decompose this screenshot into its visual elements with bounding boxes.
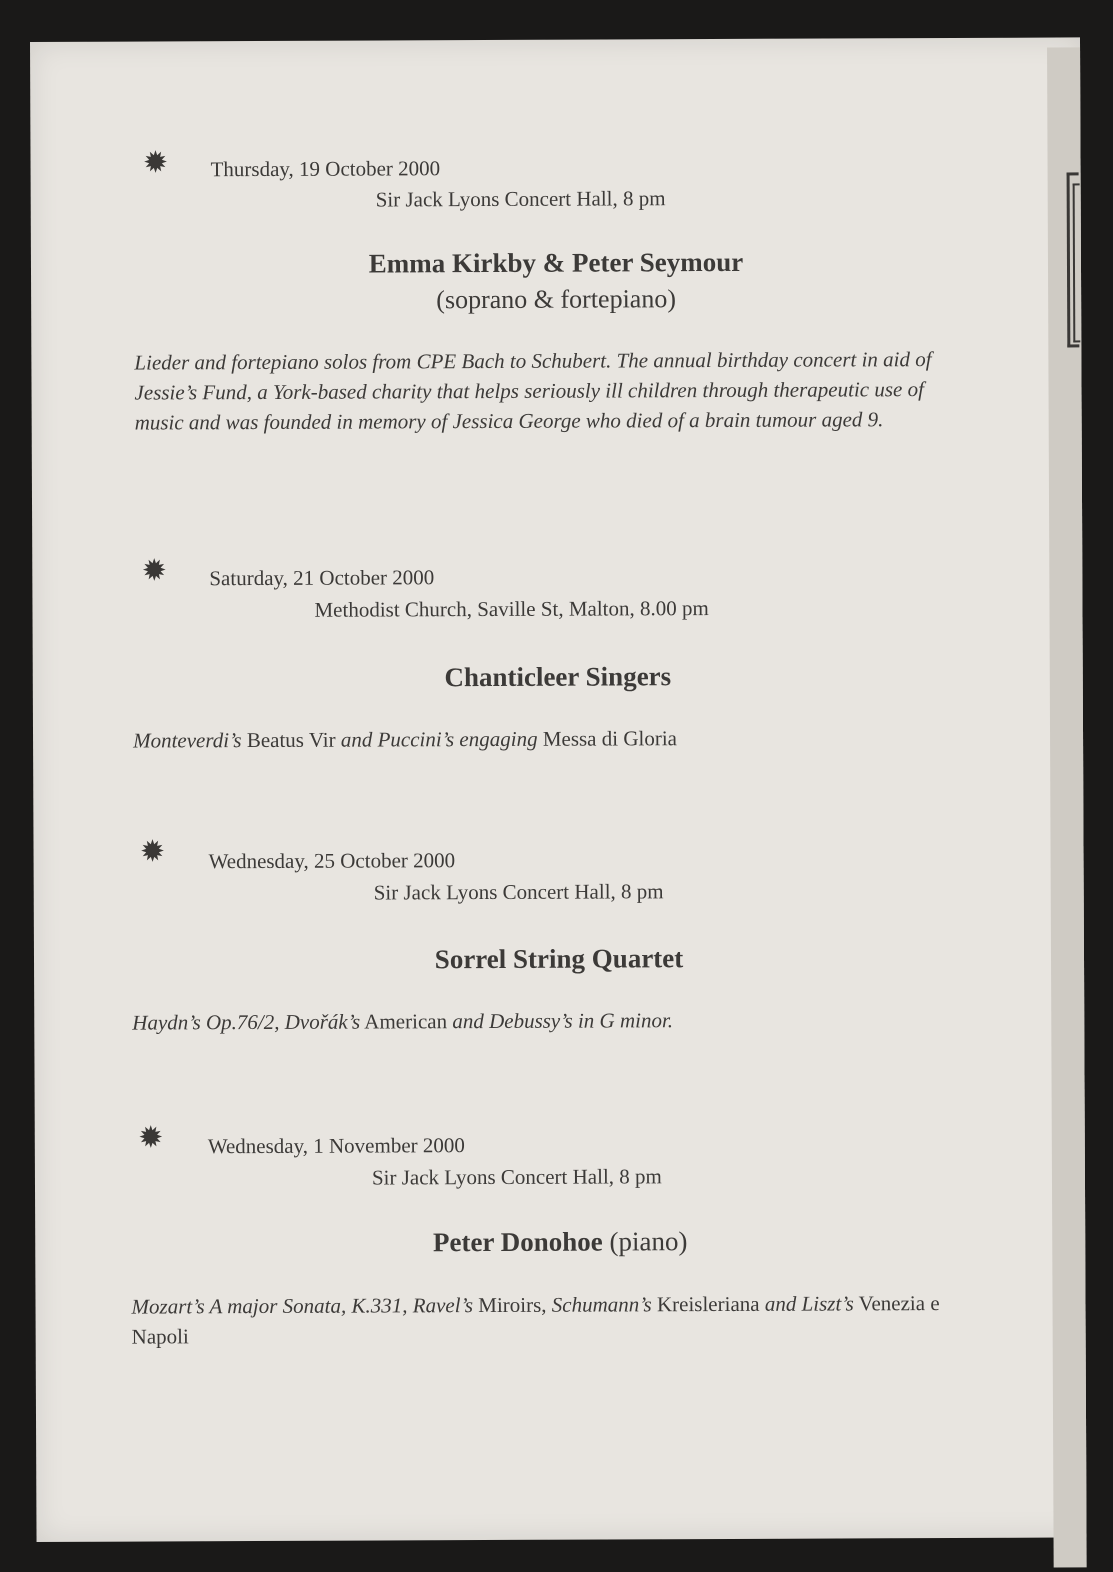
desc-italic: Liszt’s: [801, 1291, 854, 1316]
performer-role: (soprano & fortepiano): [436, 284, 677, 315]
desc-italic: and Puccini’s engaging: [340, 726, 538, 752]
event-date: Wednesday, 1 November 2000: [207, 1133, 465, 1159]
event-description: [134, 344, 964, 438]
work-title: Messa di Gloria: [542, 726, 678, 751]
event-date: Saturday, 21 October 2000: [209, 565, 435, 591]
performer-name: [35, 1224, 1085, 1260]
desc-italic: Haydn’s Op.76/2, Dvořák’s: [132, 1009, 361, 1035]
desc-italic: Schumann’s: [551, 1292, 652, 1317]
event-venue: Methodist Church, Saville St, Malton, 8.00 pm: [314, 596, 709, 622]
work-title: Miroirs,: [478, 1292, 547, 1318]
event-description: [132, 1004, 962, 1038]
performer-name: Chanticleer Singers: [444, 661, 672, 693]
event-date: Thursday, 19 October 2000: [210, 156, 441, 182]
performer-name: Sorrel String Quartet: [434, 943, 684, 975]
description-text: Lieder and fortepiano solos from CPE Bach to Schubert. The annual birthday concert in aid of Jessie’s Fund, a York-based charity that helps seriously ill children through therapeutic use of music and was founded in memory of Jessica George who died of a brain tumour aged 9.: [134, 347, 932, 435]
desc-italic: and: [764, 1291, 797, 1316]
event-1: [30, 37, 1080, 435]
work-title: Kreisleriana: [656, 1291, 760, 1317]
performer-name-text: Peter Donohoe: [432, 1226, 603, 1258]
event-description: [133, 722, 963, 756]
starburst-bullet-icon: ✹: [142, 146, 169, 180]
event-venue: Sir Jack Lyons Concert Hall, 8 pm: [375, 186, 666, 212]
work-title: Venezia e Napoli: [131, 1291, 940, 1349]
desc-italic: and Debussy’s in G minor.: [452, 1008, 674, 1034]
event-venue: Sir Jack Lyons Concert Hall, 8 pm: [371, 1164, 662, 1190]
work-title: American: [364, 1009, 448, 1034]
starburst-bullet-icon: ✹: [139, 835, 166, 869]
performer-role: (piano): [609, 1226, 688, 1257]
event-date: Wednesday, 25 October 2000: [208, 848, 456, 874]
performer-name: Emma Kirkby & Peter Seymour: [368, 246, 744, 279]
work-title: Beatus Vir: [246, 727, 336, 753]
desc-italic: Mozart’s A major Sonata, K.331, Ravel’s: [131, 1293, 474, 1319]
starburst-bullet-icon: ✹: [138, 1121, 164, 1155]
programme-page: [30, 37, 1087, 1542]
desc-italic: Monteverdi’s: [132, 728, 242, 753]
event-venue: Sir Jack Lyons Concert Hall, 8 pm: [373, 879, 664, 905]
starburst-bullet-icon: ✹: [141, 554, 167, 588]
event-description: [131, 1288, 971, 1352]
